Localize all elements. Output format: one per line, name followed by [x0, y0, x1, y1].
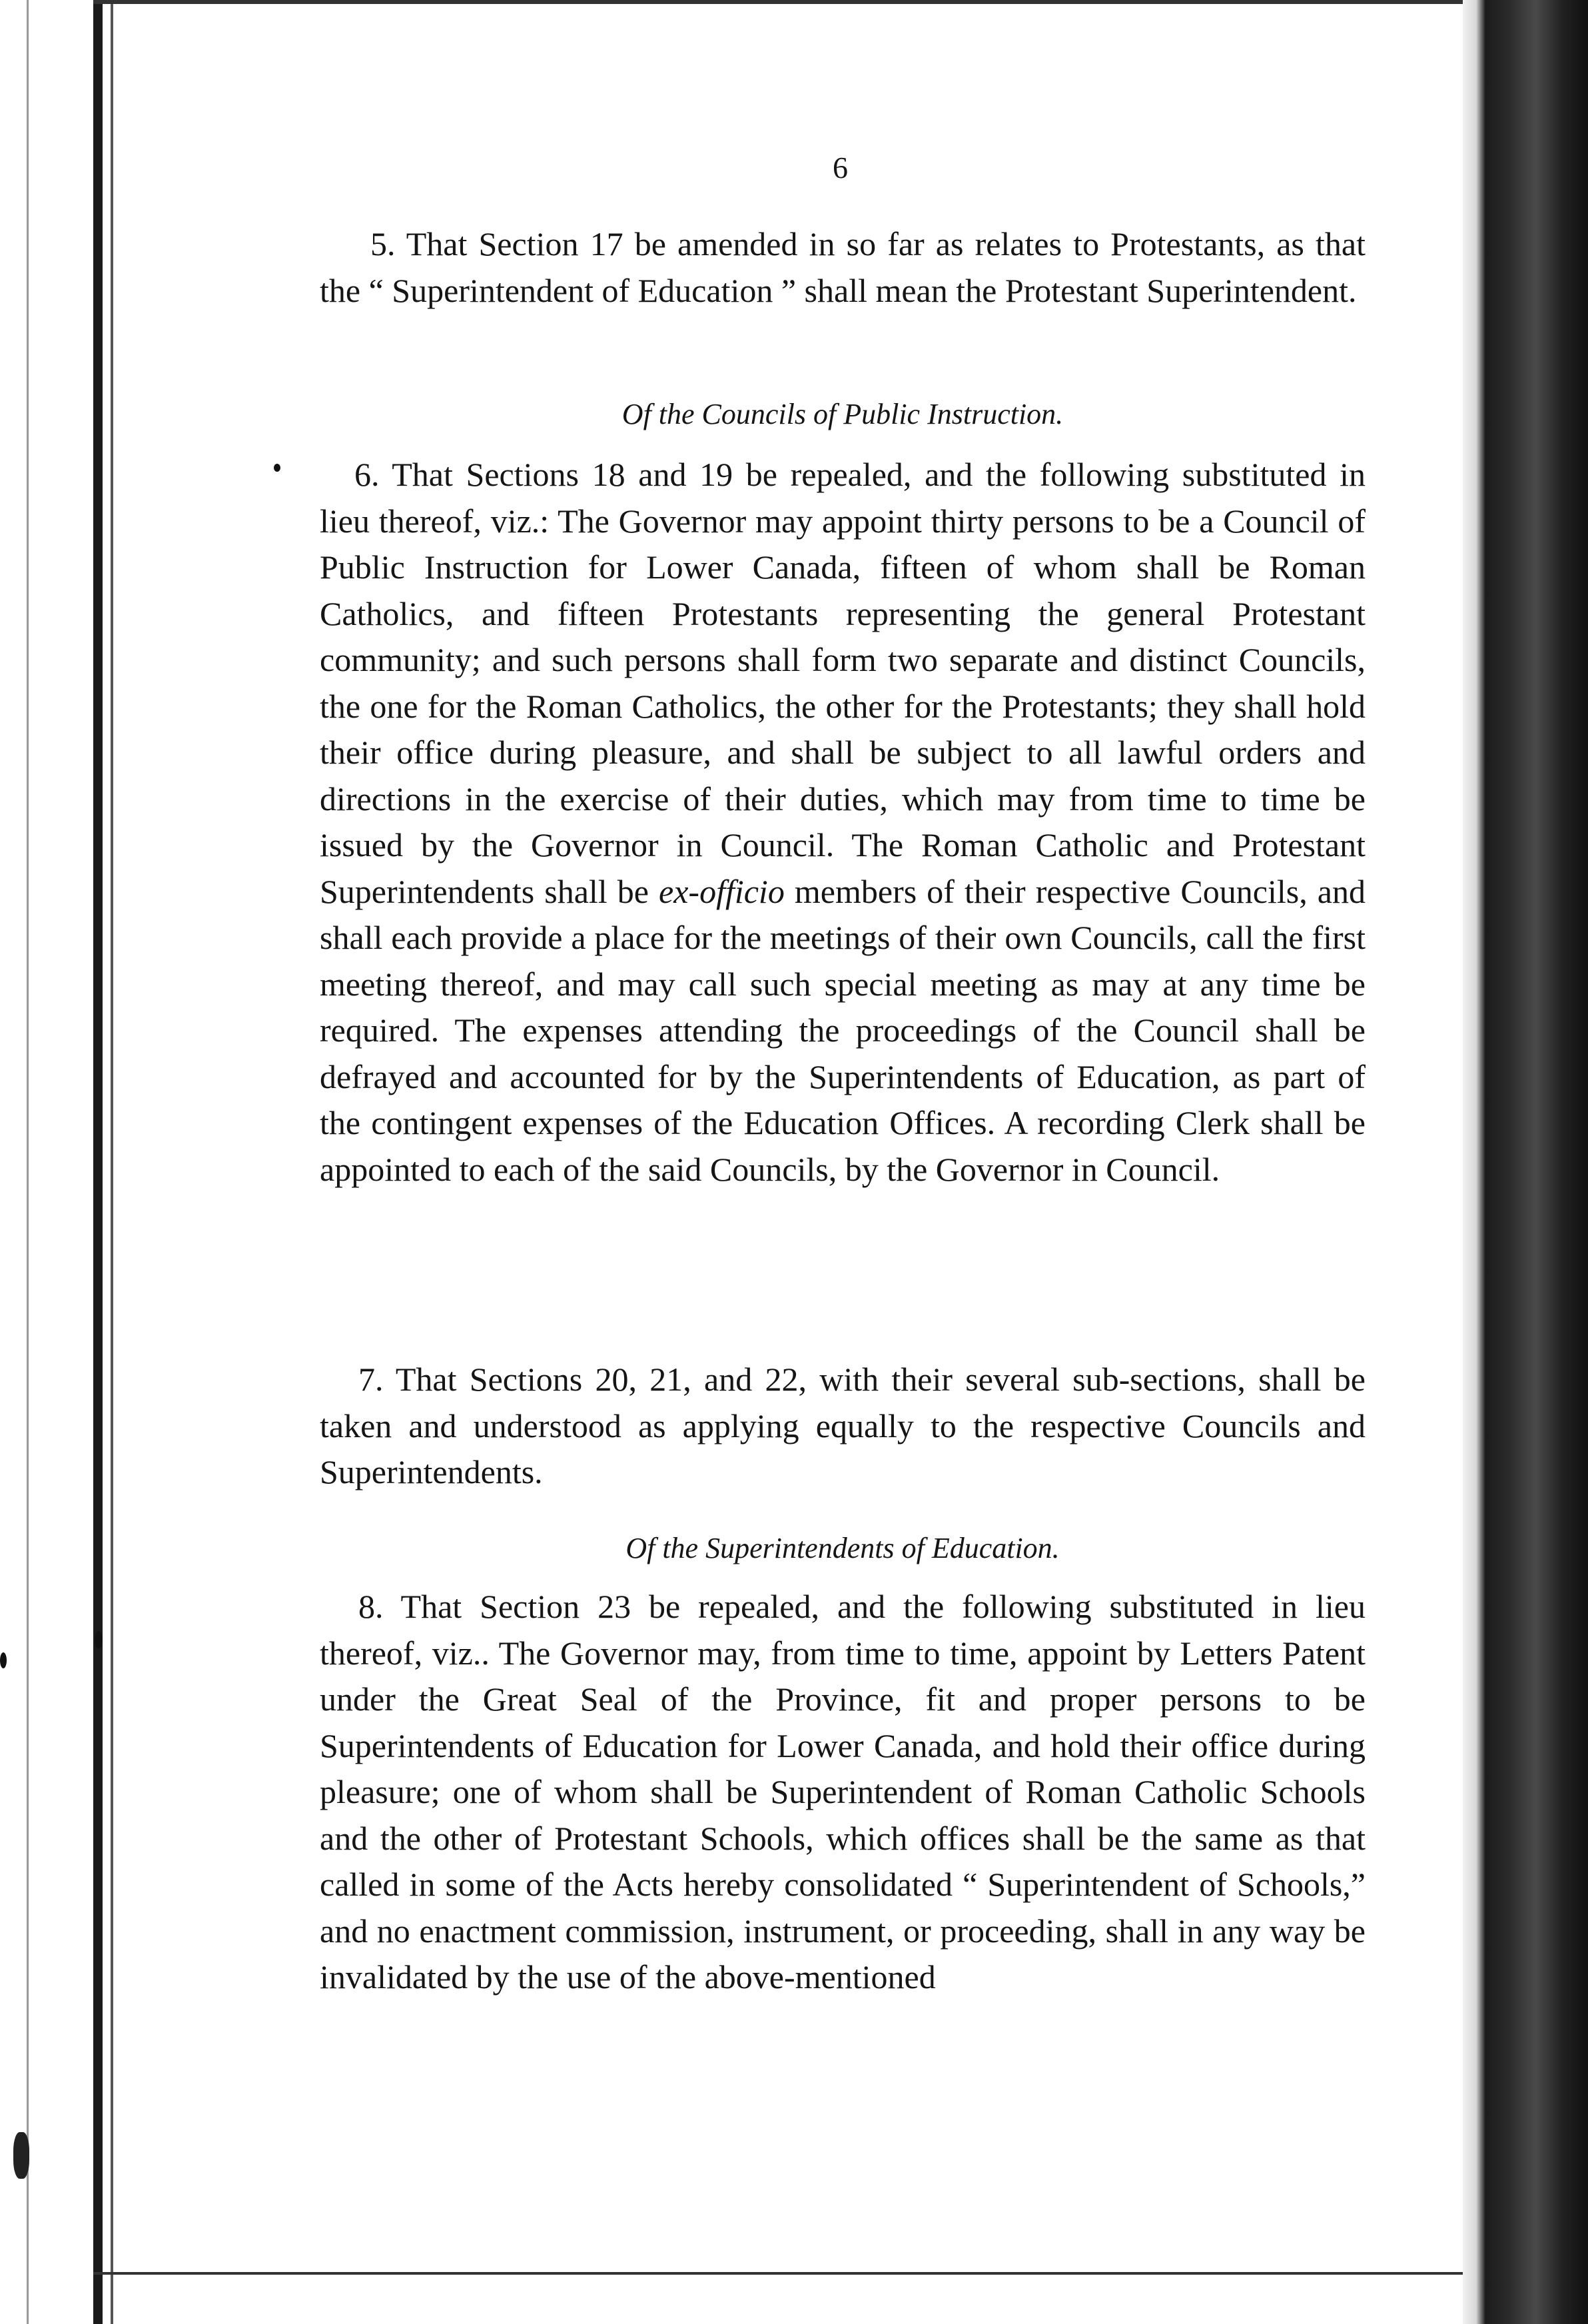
scan-speck: [274, 464, 280, 472]
scan-bottom-border: [93, 2272, 1465, 2275]
section-6-italic-term: ex-officio: [659, 872, 785, 910]
section-6-paragraph: [320, 452, 1366, 1193]
section-8-paragraph: 8. That Section 23 be repealed, and the following substituted in lieu thereof, viz.. The Governor may, from time to time, appoint by Letters Patent under the Great Seal of the Province, fit and proper persons to be Superintendents of Education for Lower Canada, and hold their office during pleasure; one of whom shall be Superintendent of Roman Catholic Schools and the other of Protestant Schools, which offices shall be the same as that called in some of the Acts hereby consolidated “ Superintendent of Schools,” and no enactment commission, instrument, or proceeding, shall in any way be invalidated by the use of the above-mentioned: [320, 1588, 1366, 1996]
page-number: 6: [833, 151, 848, 185]
scan-speck: [0, 1652, 7, 1668]
scan-edge-line: [27, 0, 29, 2324]
scan-speck: [95, 1631, 103, 1648]
section-5-paragraph: 5. That Section 17 be amended in so far as relates to Protestants, as that the “ Superintendent of Education ” shall mean the Protestant Superintendent.: [320, 225, 1366, 309]
section-6-text-part2: members of their respective Councils, and shall each provide a place for the meetings of their own Councils, call the first meeting thereof, and may call such special meeting as may at any time be required. The expenses attending the proceedings of the Council shall be defrayed and accounted for by the Superintendents of Education, as part of the contingent expenses of the Education Offices. A recording Clerk shall be appointed to each of the said Councils, by the Governor in Council.: [320, 872, 1366, 1188]
heading-councils: Of the Councils of Public Instruction.: [621, 398, 1064, 430]
scan-right-binding: [1463, 0, 1588, 2324]
scan-left-inner-border: [111, 0, 113, 2324]
scan-left-border: [93, 0, 103, 2324]
scan-speck: [13, 2132, 29, 2179]
section-7-paragraph: 7. That Sections 20, 21, and 22, with their several sub-sections, shall be taken and understood as applying equally to the respective Councils and Superintendents.: [320, 1361, 1366, 1490]
scan-top-border: [93, 0, 1465, 4]
heading-superintendents: Of the Superintendents of Education.: [625, 1532, 1060, 1564]
section-6-text-part1: 6. That Sections 18 and 19 be repealed, and the following substituted in lieu thereof, viz.: The Governor may appoint thirty persons to be a Council of Public Instruction for Lower Canada, fifteen of whom shall be Roman Catholics, and fifteen Protestants representing the general Protestant community; and such persons shall form two separate and distinct Councils, the one for the Roman Catholics, the other for the Protestants; they shall hold their office during pleasure, and shall be subject to all lawful orders and directions in the exercise of their duties, which may from time to time be issued by the Governor in Council. The Roman Catholic and Protestant Superintendents shall be: [320, 456, 1366, 910]
